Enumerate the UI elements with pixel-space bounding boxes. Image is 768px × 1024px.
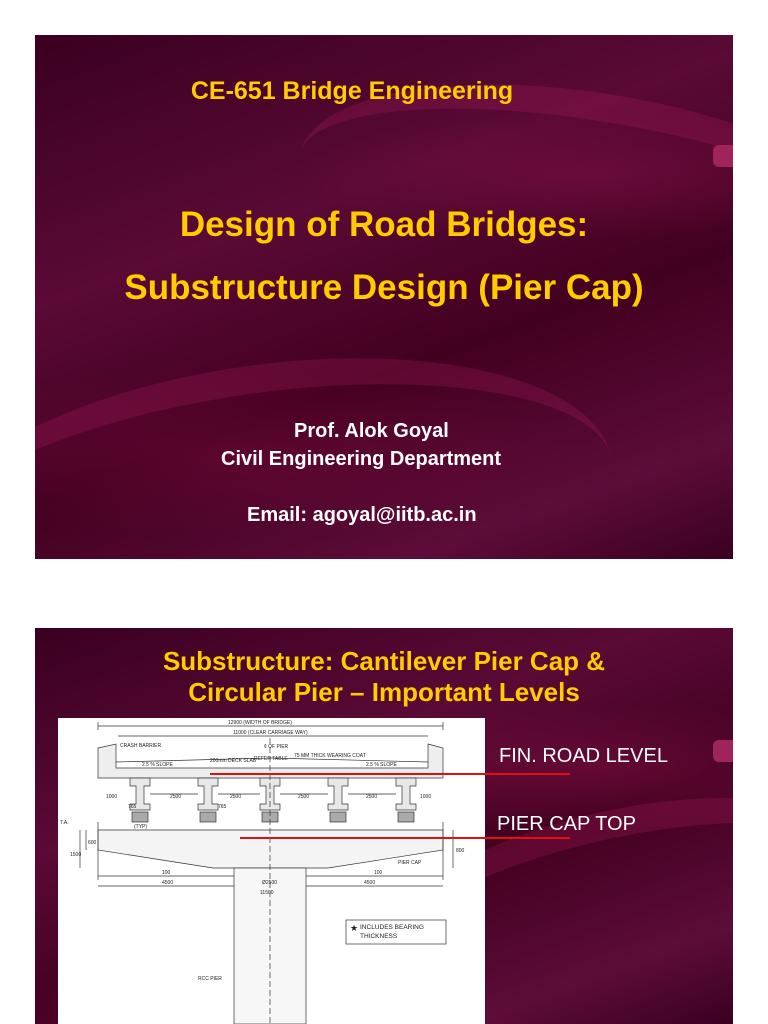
- note-line2: THICKNESS: [360, 933, 398, 940]
- decorative-tab: [713, 740, 733, 762]
- dim-spacing: 1000: [106, 794, 118, 800]
- dim-vertical-800: 800: [456, 848, 465, 854]
- label-wearing-coat: 75 MM THICK WEARING COAT: [294, 753, 366, 759]
- slide-title-line1: Substructure: Cantilever Pier Cap &: [162, 646, 606, 676]
- dim-11500: 11500: [260, 890, 274, 896]
- department: Civil Engineering Department: [221, 448, 502, 470]
- slide-title-line2: Substructure Design (Pier Cap): [124, 268, 644, 307]
- dim-spacing: 2500: [366, 794, 378, 800]
- dim-spacing: 2500: [230, 794, 242, 800]
- label-pier-cap-top: PIER CAP TOP: [497, 813, 636, 835]
- label-pier-cap: PIER CAP: [398, 860, 422, 866]
- levels-slide: [35, 628, 733, 1024]
- label-slope-right: 2.5 % SLOPE: [366, 762, 397, 768]
- course-title: CE-651 Bridge Engineering: [190, 77, 514, 105]
- dim-clear-carriageway: 11000 (CLEAR CARRIAGE WAY): [233, 730, 308, 736]
- label-ta: T.A.: [60, 820, 69, 826]
- professor-name: Prof. Alok Goyal: [294, 420, 449, 442]
- star-icon: ★: [350, 923, 359, 933]
- label-slope-left: 2.5 % SLOPE: [142, 762, 173, 768]
- label-typ: (TYP): [134, 824, 148, 830]
- label-deck-slab: 200mm DECK SLAB: [210, 758, 257, 764]
- slide-title-line2: Circular Pier – Important Levels: [188, 677, 580, 707]
- note-line1: INCLUDES BEARING: [360, 924, 424, 931]
- title-slide: [35, 35, 733, 559]
- dim-spacing: 1000: [420, 794, 432, 800]
- label-crash-barrier: CRASH BARRIER: [120, 743, 162, 749]
- dim-pier-diameter: Ø2500: [262, 880, 278, 886]
- label-fin-road-level: FIN. ROAD LEVEL: [499, 745, 668, 767]
- cross-section-drawing: [58, 718, 485, 1024]
- dim-vertical-1500: 1500: [70, 852, 82, 858]
- label-refer-table: REFER TABLE: [254, 756, 288, 762]
- dim-100-right: 100: [374, 870, 383, 876]
- dim-765-left: 765: [128, 804, 137, 810]
- label-rcc-pier: RCC PIER: [198, 976, 222, 982]
- slide-title: [35, 646, 733, 708]
- dim-vertical-600: 600: [88, 840, 97, 846]
- cross-section-svg: [58, 718, 485, 1024]
- pier-cap-top-line: [240, 837, 570, 839]
- dim-spacing: 2500: [298, 794, 310, 800]
- road-level-line: [210, 773, 570, 775]
- dim-100-left: 100: [162, 870, 171, 876]
- label-pier-centerline: ¢ OF PIER: [264, 744, 289, 750]
- dim-765-right: 765: [218, 804, 227, 810]
- dim-width-of-bridge: 12900 (WIDTH OF BRIDGE): [228, 720, 292, 726]
- slide-title-line1: Design of Road Bridges:: [179, 205, 589, 244]
- dim-spacing: 2500: [170, 794, 182, 800]
- dim-4500-right: 4500: [364, 880, 376, 886]
- dim-4500-left: 4500: [162, 880, 174, 886]
- decorative-tab: [713, 145, 733, 167]
- email: Email: agoyal@iitb.ac.in: [247, 504, 477, 526]
